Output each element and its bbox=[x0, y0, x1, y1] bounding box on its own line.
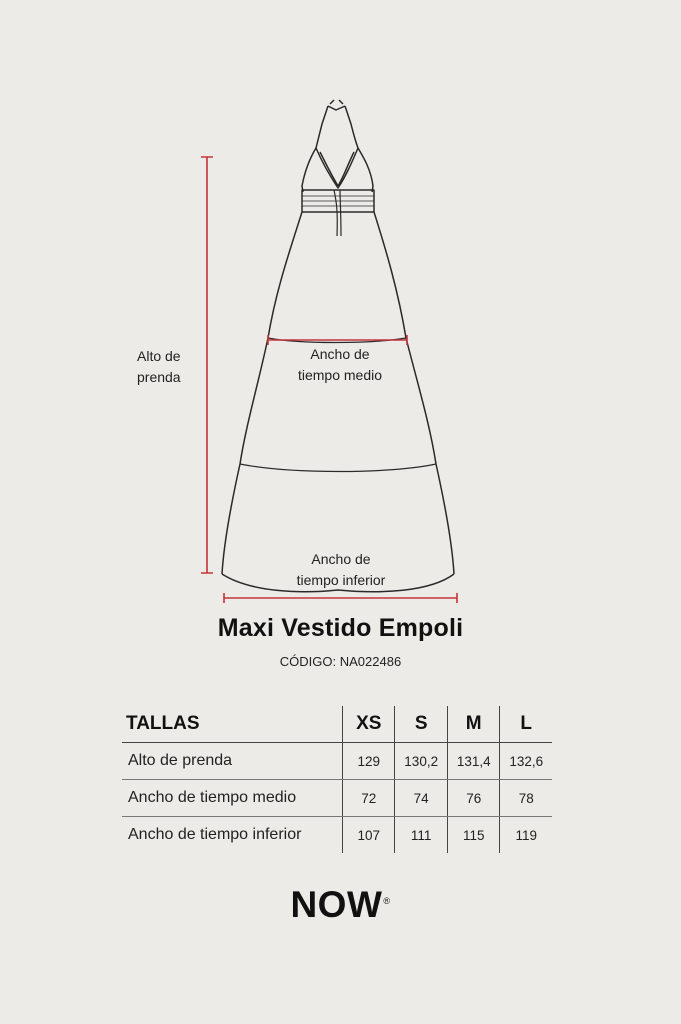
cell-value: 119 bbox=[500, 817, 552, 854]
label-alto-de-prenda: Alto de prenda bbox=[137, 348, 181, 385]
registered-mark: ® bbox=[383, 895, 391, 906]
header-size-l: L bbox=[500, 706, 552, 743]
header-size-m: M bbox=[447, 706, 500, 743]
row-label: Alto de prenda bbox=[122, 743, 343, 780]
table-row bbox=[122, 743, 552, 780]
size-table bbox=[122, 706, 552, 853]
table-row bbox=[122, 817, 552, 854]
cell-value: 74 bbox=[395, 780, 448, 817]
table-row bbox=[122, 780, 552, 817]
header-tallas: TALLAS bbox=[122, 706, 343, 743]
cell-value: 78 bbox=[500, 780, 552, 817]
row-label: Ancho de tiempo inferior bbox=[128, 826, 302, 843]
label-ancho-tiempo-inferior: Ancho de tiempo inferior bbox=[296, 551, 386, 588]
cell-value: 72 bbox=[343, 780, 395, 817]
header-size-s: S bbox=[395, 706, 448, 743]
row-label: Ancho de tiempo medio bbox=[122, 780, 343, 817]
brand-name: NOW bbox=[290, 884, 383, 925]
label-ancho-tiempo-medio: Ancho de tiempo medio bbox=[297, 346, 383, 383]
product-title: Maxi Vestido Empoli bbox=[217, 614, 464, 642]
brand-logo bbox=[0, 884, 681, 926]
cell-value: 131,4 bbox=[447, 743, 500, 780]
product-code: CÓDIGO: NA022486 bbox=[279, 654, 402, 669]
cell-value: 132,6 bbox=[500, 743, 552, 780]
measure-inferior bbox=[224, 593, 457, 603]
cell-value: 111 bbox=[395, 817, 448, 854]
header-size-xs: XS bbox=[343, 706, 395, 743]
cell-value: 129 bbox=[343, 743, 395, 780]
cell-value: 115 bbox=[447, 817, 500, 854]
cell-value: 107 bbox=[343, 817, 395, 854]
cell-value: 130,2 bbox=[395, 743, 448, 780]
size-table-header bbox=[122, 706, 552, 743]
cell-value: 76 bbox=[447, 780, 500, 817]
